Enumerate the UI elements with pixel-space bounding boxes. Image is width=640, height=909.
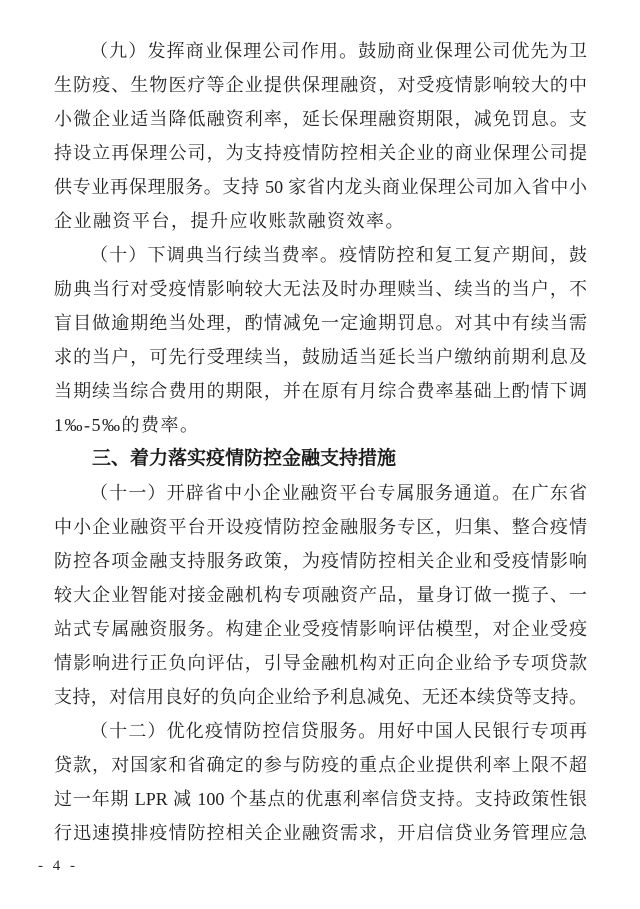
text-line: （九）发挥商业保理公司作用。鼓励商业保理公司优先为卫: [90, 41, 587, 61]
document-body: [54, 34, 587, 850]
paragraph-item-11: [54, 476, 587, 714]
text-line: 较大企业智能对接金融机构专项融资产品，量身订做一揽子、一: [54, 585, 587, 605]
text-line: 行迅速摸排疫情防控相关企业融资需求，开启信贷业务管理应急: [54, 823, 587, 843]
text-line: 小微企业适当降低融资利率，延长保理融资期限，减免罚息。支: [54, 109, 587, 129]
text-line: 当期续当综合费用的期限，并在原有月综合费率基础上酌情下调: [54, 381, 587, 401]
text-line: 求的当户，可先行受理续当，鼓励适当延长当户缴纳前期利息及: [54, 347, 587, 367]
page-number: - 4 -: [38, 858, 78, 874]
text-line: （十二）优化疫情防控信贷服务。用好中国人民银行专项再: [90, 721, 587, 741]
text-line: 励典当行对受疫情影响较大无法及时办理赎当、续当的当户，不: [54, 279, 587, 299]
text-line: 情影响进行正负向评估，引导金融机构对正向企业给予专项贷款: [54, 653, 587, 673]
paragraph-item-12: [54, 714, 587, 850]
text-line: 持设立再保理公司，为支持疫情防控相关企业的商业保理公司提: [54, 143, 587, 163]
paragraph-item-9: [54, 34, 587, 238]
text-line: 盲目做逾期绝当处理，酌情减免一定逾期罚息。对其中有续当需: [54, 313, 587, 333]
paragraph-item-10: [54, 238, 587, 442]
section-heading: 三、着力落实疫情防控金融支持措施: [92, 448, 397, 469]
text-line: 中小企业融资平台开设疫情防控金融服务专区，归集、整合疫情: [54, 517, 587, 537]
text-line: 企业融资平台，提升应收账款融资效率。: [54, 211, 405, 231]
text-line: 站式专属融资服务。构建企业受疫情影响评估模型，对企业受疫: [54, 619, 587, 639]
text-line: 防控各项金融支持服务政策，为疫情防控相关企业和受疫情影响: [54, 551, 587, 571]
text-line: 生防疫、生物医疗等企业提供保理融资，对受疫情影响较大的中: [54, 75, 587, 95]
text-line: 过一年期 LPR 减 100 个基点的优惠利率信贷支持。支持政策性银: [54, 789, 587, 809]
text-line: 1‰-5‰的费率。: [54, 415, 200, 435]
text-line: （十）下调典当行续当费率。疫情防控和复工复产期间，鼓: [90, 245, 587, 265]
text-line: 供专业再保理服务。支持 50 家省内龙头商业保理公司加入省中小: [54, 177, 587, 197]
text-line: （十一）开辟省中小企业融资平台专属服务通道。在广东省: [90, 483, 587, 503]
text-line: 支持，对信用良好的负向企业给予利息减免、无还本续贷等支持。: [54, 687, 587, 707]
text-line: 贷款，对国家和省确定的参与防疫的重点企业提供利率上限不超: [54, 755, 587, 775]
